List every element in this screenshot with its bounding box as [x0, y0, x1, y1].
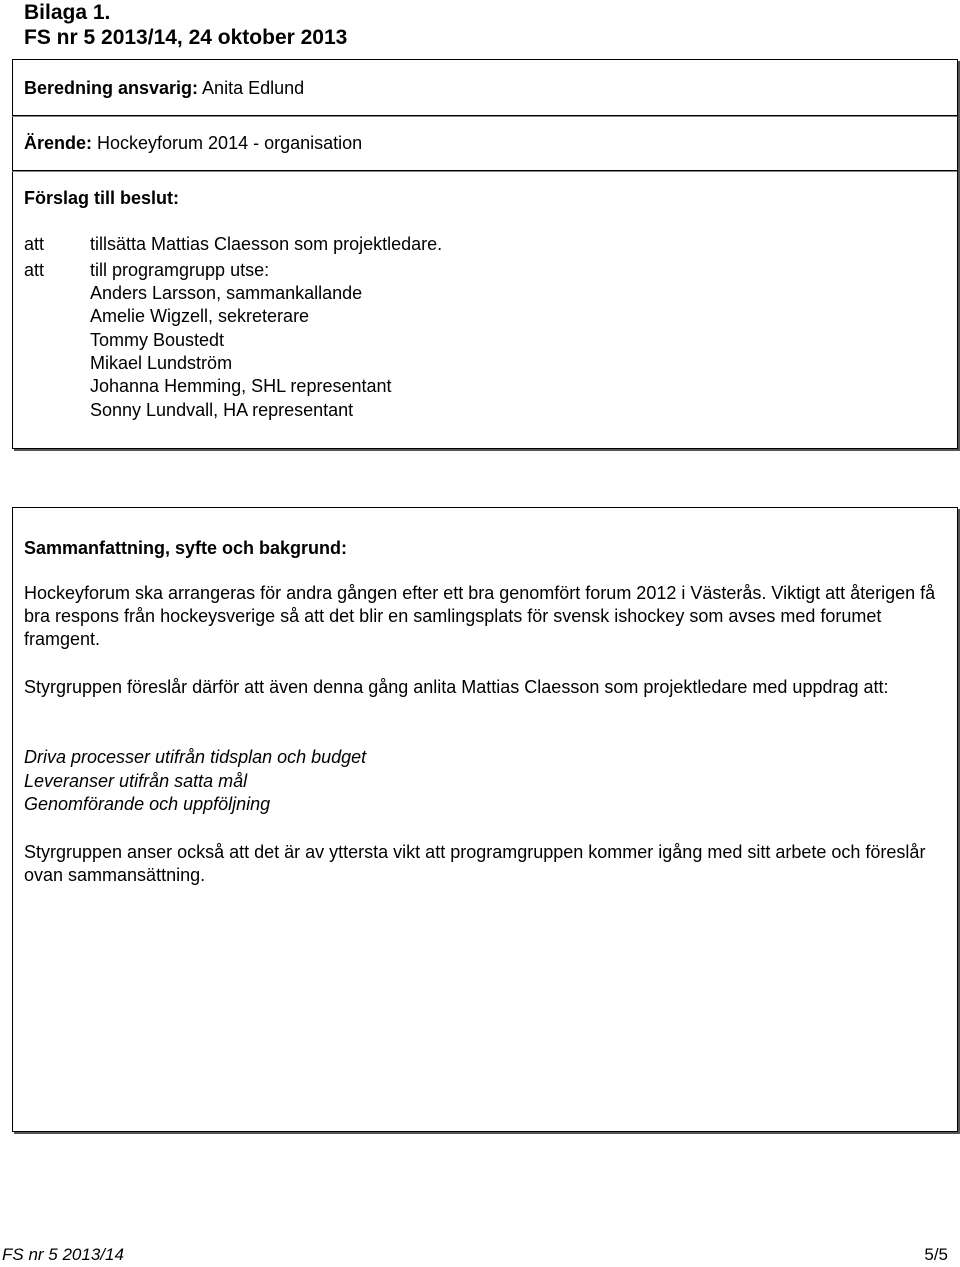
divider [12, 170, 957, 171]
member-item: Mikael Lundström [90, 353, 233, 373]
member-item: Sonny Lundvall, HA representant [90, 400, 354, 420]
task-item: Driva processer utifrån tidsplan och budget [24, 747, 367, 767]
forslag-label: Förslag till beslut: [24, 188, 180, 208]
att-prefix: att [24, 234, 45, 254]
decision-item: till programgrupp utse: [90, 260, 270, 280]
divider [12, 115, 957, 116]
page-number: 5/5 [924, 1245, 948, 1264]
footer-reference: FS nr 5 2013/14 [2, 1245, 124, 1264]
beredning-value: Anita Edlund [198, 78, 305, 98]
arende-value: Hockeyforum 2014 - organisation [92, 133, 363, 153]
member-item: Anders Larsson, sammankallande [90, 283, 363, 303]
arende-label: Ärende: [24, 133, 93, 153]
summary-paragraph: Styrgruppen föreslår därför att även denna gång anlita Mattias Claesson som projektledare med uppdrag att: [24, 677, 889, 697]
task-item: Leveranser utifrån satta mål [24, 771, 248, 791]
meeting-reference: FS nr 5 2013/14, 24 oktober 2013 [24, 26, 348, 49]
beredning-row [24, 77, 304, 99]
summary-heading: Sammanfattning, syfte och bakgrund: [24, 538, 348, 558]
summary-paragraph: Styrgruppen anser också att det är av yttersta vikt att programgruppen kommer igång med sitt arbete och föreslår ovan sammansättning. [24, 842, 926, 885]
att-prefix: att [24, 260, 45, 280]
member-item: Johanna Hemming, SHL representant [90, 376, 392, 396]
summary-paragraph: Hockeyforum ska arrangeras för andra gången efter ett bra genomfört forum 2012 i Västerås. Viktigt att återigen få bra respons från hockeysverige så att det blir en samlingsplats för svensk ishockey som avses med forumet framgent. [24, 583, 936, 649]
member-item: Tommy Boustedt [90, 330, 225, 350]
arende-row [24, 132, 362, 154]
attachment-title: Bilaga 1. [24, 1, 111, 24]
task-item: Genomförande och uppföljning [24, 794, 271, 814]
beredning-label: Beredning ansvarig: [24, 78, 199, 98]
decision-item: tillsätta Mattias Claesson som projektledare. [90, 234, 443, 254]
member-item: Amelie Wigzell, sekreterare [90, 306, 310, 326]
